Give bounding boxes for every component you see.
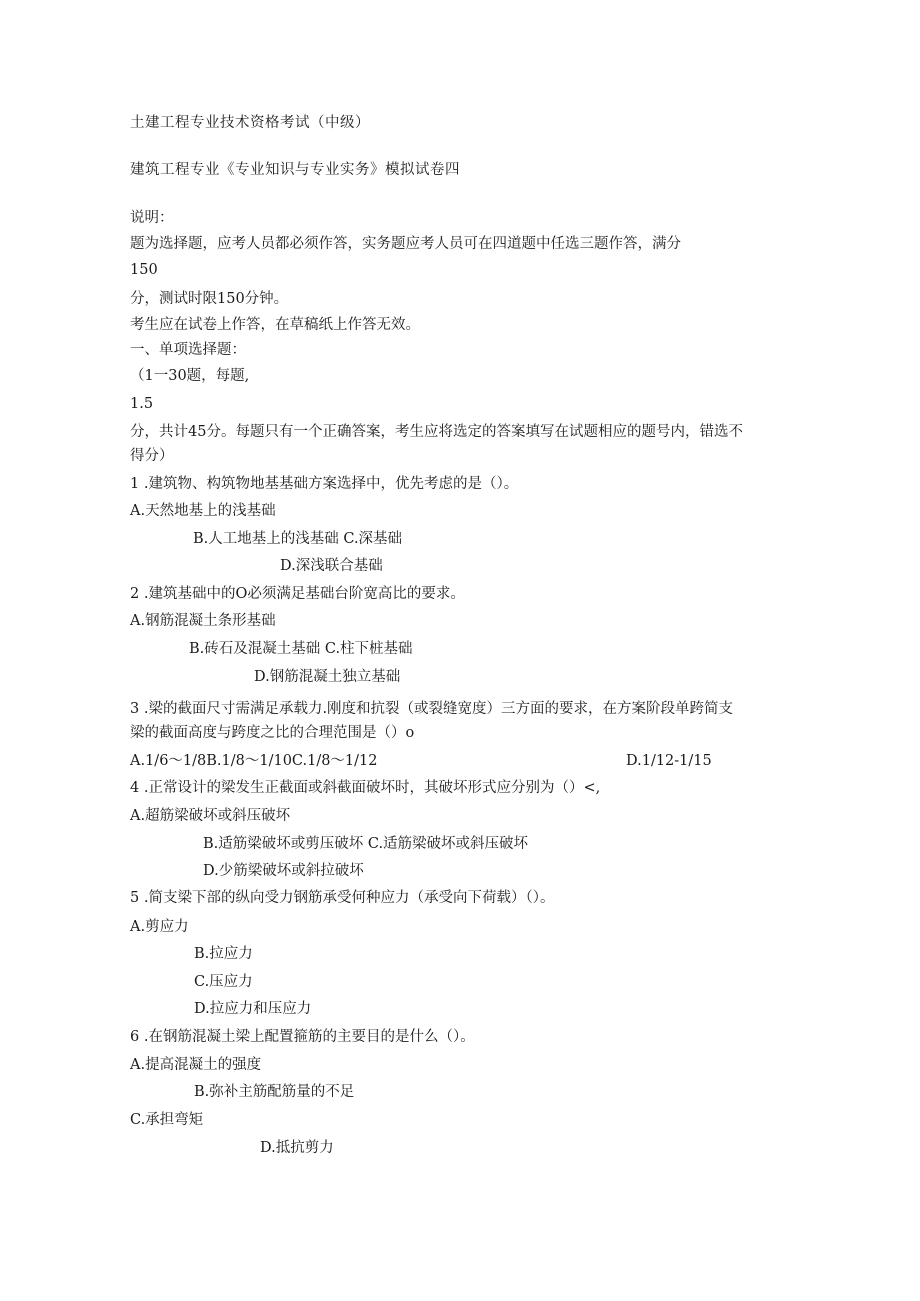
section-note: 分，共计45分。每题只有一个正确答案，考生应将选定的答案填写在试题相应的题号内，错选不 (130, 424, 743, 440)
question-2-option-bc: B.砖石及混凝土基础 C.柱下桩基础 (189, 641, 413, 657)
question-6-option-c: C.承担弯矩 (130, 1112, 204, 1128)
question-1-option-a: A.天然地基上的浅基础 (130, 503, 276, 519)
question-3-option-d: D.1/12-1/15 (626, 753, 712, 769)
question-3-stem: 梁的截面高度与跨度之比的合理范围是（）o (130, 725, 415, 741)
question-1-stem: 1 .建筑物、构筑物地基基础方案选择中，优先考虑的是（）。 (130, 476, 519, 492)
question-5-stem: 5 .简支梁下部的纵向受力钢筋承受何种应力（承受向下荷载）（）。 (130, 890, 555, 906)
exam-title: 土建工程专业技术资格考试（中级） (130, 115, 370, 131)
question-6-stem: 6 .在钢筋混凝土梁上配置箍筋的主要目的是什么（）。 (130, 1029, 475, 1045)
section-note: （1一30题，每题, (130, 368, 250, 384)
section-heading: 一、单项选择题： (130, 342, 246, 358)
question-5-option-a: A.剪应力 (130, 919, 189, 935)
question-4-option-d: D.少筋梁破坏或斜拉破坏 (203, 863, 364, 879)
question-5-option-b: B.拉应力 (194, 946, 253, 962)
question-6-option-b: B.弥补主筋配筋量的不足 (194, 1084, 355, 1100)
instructions-line: 150 (130, 262, 158, 278)
question-3-stem: 3 .梁的截面尺寸需满足承载力.刚度和抗裂（或裂缝宽度）三方面的要求，在方案阶段单跨简支 (130, 701, 734, 717)
question-1-option-d: D.深浅联合基础 (280, 558, 383, 574)
question-4-option-a: A.超筋梁破坏或斜压破坏 (130, 808, 291, 824)
instructions-line: 考生应在试卷上作答，在草稿纸上作答无效。 (130, 317, 420, 333)
question-2-option-d: D.钢筋混凝土独立基础 (254, 669, 401, 685)
section-note: 1.5 (130, 396, 154, 412)
question-4-stem: 4 .正常设计的梁发生正截面或斜截面破坏时，其破坏形式应分别为（）<, (130, 780, 601, 796)
question-3-option-abc: A.1/6～1/8B.1/8～1/10C.1/8～1/12 (130, 753, 378, 769)
question-1-option-bc: B.人工地基上的浅基础 C.深基础 (193, 531, 403, 547)
instructions-line: 题为选择题，应考人员都必须作答，实务题应考人员可在四道题中任选三题作答，满分 (130, 236, 681, 252)
question-2-option-a: A.钢筋混凝土条形基础 (130, 613, 276, 629)
paper-title: 建筑工程专业《专业知识与专业实务》模拟试卷四 (130, 162, 460, 178)
instructions-label: 说明： (130, 210, 174, 226)
question-4-option-bc: B.适筋梁破坏或剪压破坏 C.适筋梁破坏或斜压破坏 (203, 836, 529, 852)
instructions-line: 分，测试时限150分钟。 (130, 291, 289, 307)
question-2-stem: 2 .建筑基础中的O必须满足基础台阶宽高比的要求。 (130, 586, 465, 602)
question-6-option-a: A.提高混凝土的强度 (130, 1057, 262, 1073)
question-5-option-c: C.压应力 (194, 974, 253, 990)
question-5-option-d: D.拉应力和压应力 (194, 1001, 312, 1017)
question-6-option-d: D.抵抗剪力 (260, 1140, 334, 1156)
section-note: 得分） (130, 448, 174, 464)
